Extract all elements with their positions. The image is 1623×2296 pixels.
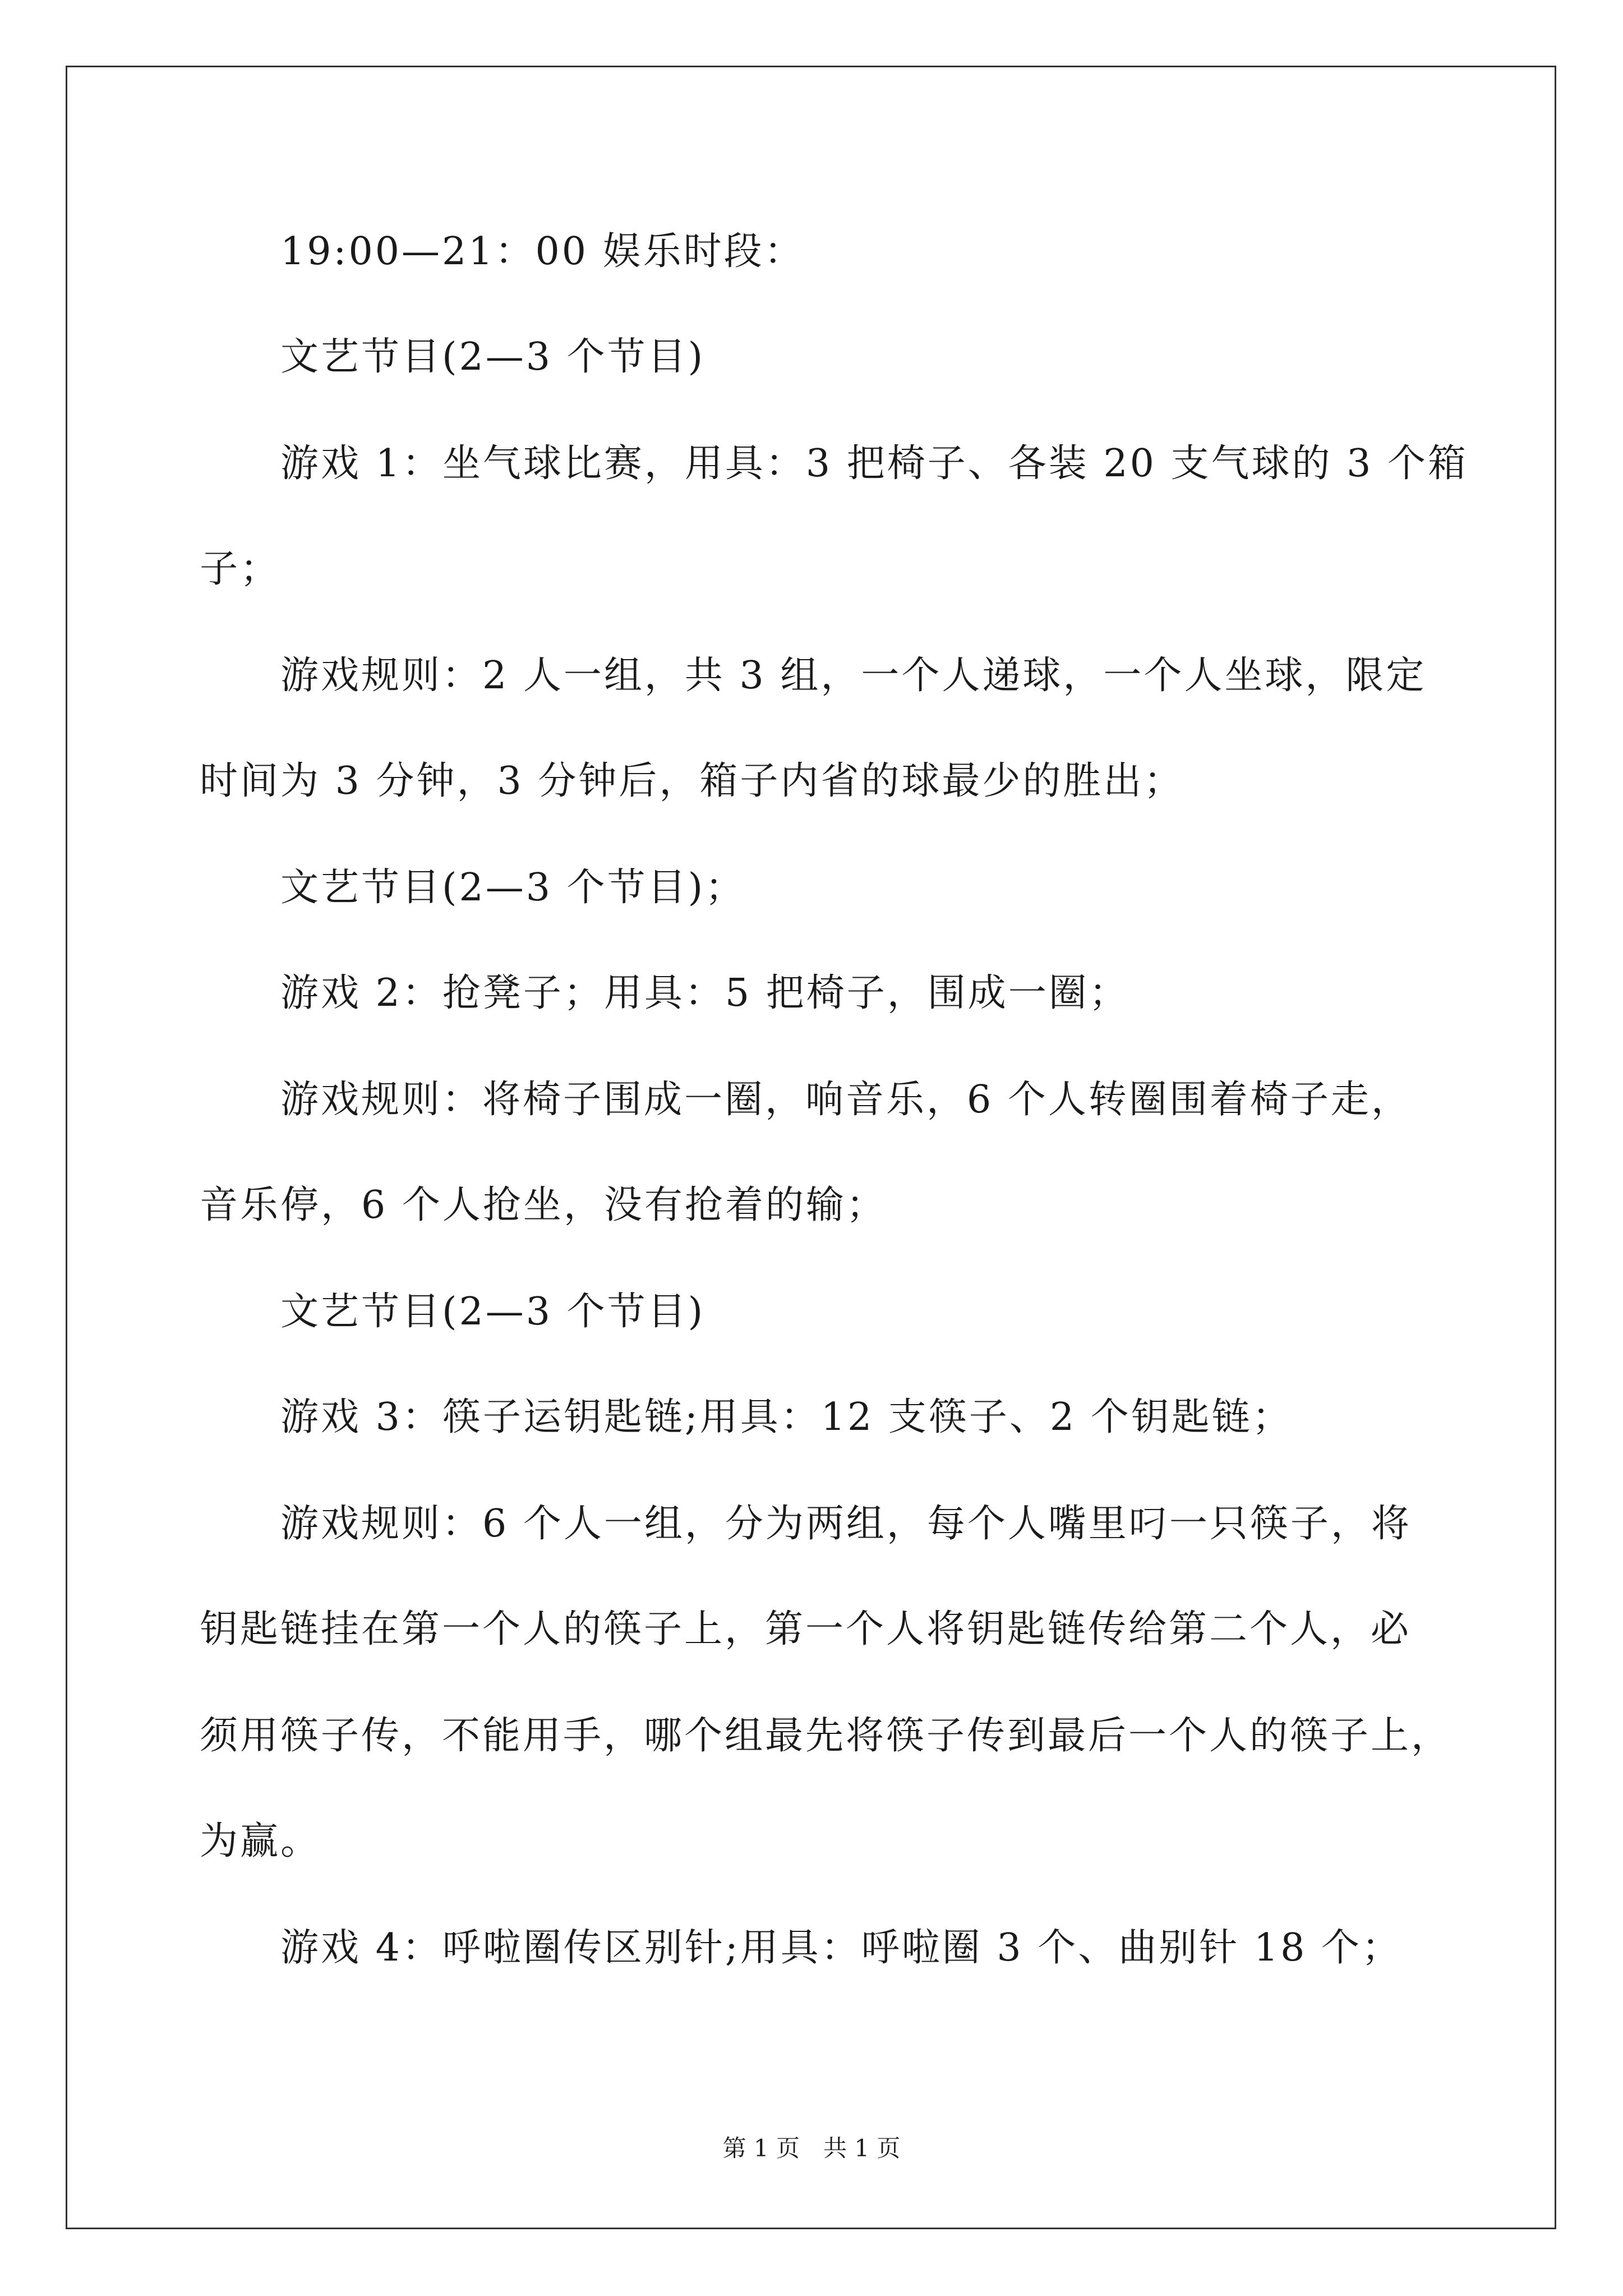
paragraph-continuation	[200, 729, 1433, 834]
text-line: 游戏 1：坐气球比赛，用具：3 把椅子、各装 20 支气球的 3 个箱	[280, 441, 1469, 486]
paragraph	[200, 1365, 1433, 1470]
paragraph-continuation	[200, 1153, 1433, 1258]
text-line: 音乐停，6 个人抢坐，没有抢着的输；	[200, 1183, 887, 1227]
text-line: 文艺节目(2—3 个节目)	[280, 335, 706, 379]
paragraph-continuation	[200, 1577, 1433, 1682]
text-line: 钥匙链挂在第一个人的筷子上，第一个人将钥匙链传给第二个人，必	[200, 1607, 1412, 1651]
paragraph-continuation	[200, 517, 1433, 622]
paragraph	[200, 1471, 1433, 1577]
paragraph	[200, 1895, 1433, 2001]
text-line: 19:00—21：00 娱乐时段：	[280, 229, 805, 274]
text-line: 子；	[200, 547, 281, 591]
text-line: 游戏 3：筷子运钥匙链;用具：12 支筷子、2 个钥匙链；	[280, 1395, 1293, 1439]
paragraph	[200, 199, 1433, 305]
text-line: 游戏规则：6 个人一组，分为两组，每个人嘴里叼一只筷子，将	[280, 1502, 1412, 1546]
paragraph	[200, 623, 1433, 729]
text-line: 游戏 2：抢凳子；用具：5 把椅子，围成一圈；	[280, 971, 1129, 1015]
paragraph	[200, 835, 1433, 941]
paragraph	[200, 1047, 1433, 1153]
text-line: 时间为 3 分钟，3 分钟后，箱子内省的球最少的胜出；	[200, 759, 1184, 803]
paragraph	[200, 305, 1433, 410]
text-line: 文艺节目(2—3 个节目)；	[280, 866, 746, 910]
paragraph-continuation	[200, 1683, 1452, 1789]
text-line: 游戏规则：将椅子围成一圈，响音乐，6 个人转圈围着椅子走，	[280, 1078, 1412, 1122]
page-number: 第 1 页 共 1 页	[722, 2134, 901, 2162]
text-line: 须用筷子传，不能用手，哪个组最先将筷子传到最后一个人的筷子上，	[200, 1714, 1452, 1758]
text-line: 游戏 4：呼啦圈传区别针;用具：呼啦圈 3 个、曲别针 18 个；	[280, 1926, 1403, 1970]
paragraph	[200, 941, 1433, 1046]
paragraph	[200, 1259, 1433, 1365]
text-line: 文艺节目(2—3 个节目)	[280, 1290, 706, 1334]
text-line: 游戏规则：2 人一组，共 3 组，一个人递球，一个人坐球，限定	[280, 654, 1427, 698]
paragraph	[200, 411, 1469, 517]
page-footer	[0, 2132, 1623, 2165]
text-line: 为赢。	[200, 1819, 321, 1864]
paragraph-continuation	[200, 1789, 1433, 1894]
